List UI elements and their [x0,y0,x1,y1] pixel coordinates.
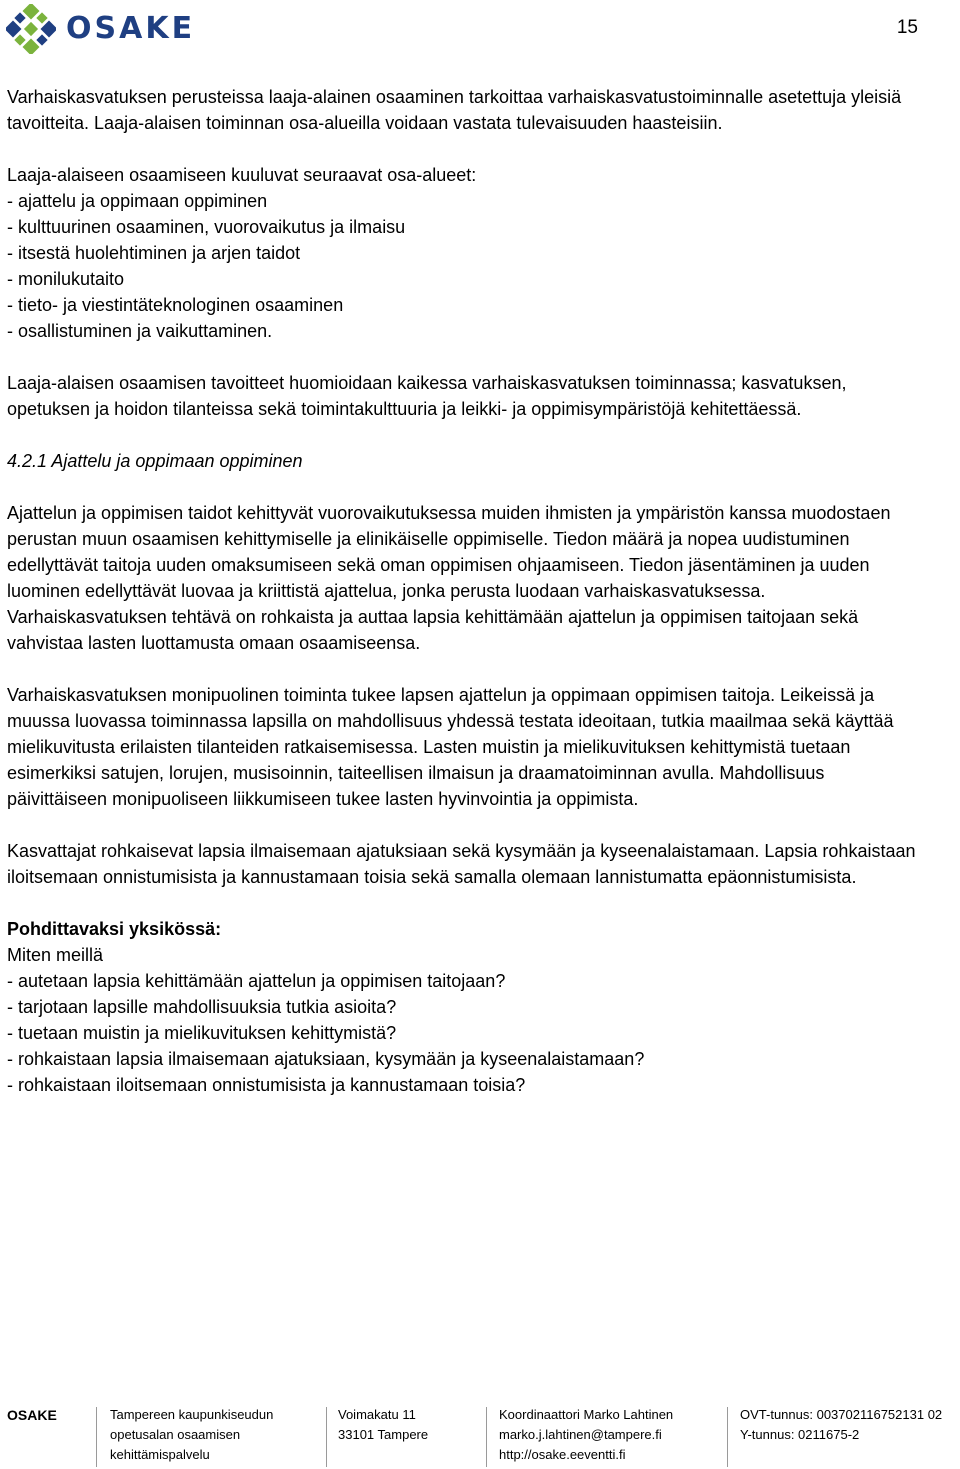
reflect-item: - tuetaan muistin ja mielikuvituksen kehittymistä? [7,1023,397,1043]
area-item: - osallistuminen ja vaikuttaminen. [7,321,273,341]
logo-text: OSAKE [66,11,196,46]
footer-divider [96,1407,97,1467]
reflect-item: - tarjotaan lapsille mahdollisuuksia tutkia asioita? [7,997,397,1017]
area-item: - monilukutaito [7,269,125,289]
reflect-item: - autetaan lapsia kehittämään ajattelun ja oppimisen taitojaan? [7,971,506,991]
areas-intro: Laaja-alaiseen osaamiseen kuuluvat seuraavat osa-alueet: [7,165,477,185]
footer-org-line: kehittämispalvelu [110,1447,210,1462]
footer-org-line: opetusalan osaamisen [110,1427,241,1442]
reflect-intro: Miten meillä [7,945,104,965]
body-paragraph-3: Kasvattajat rohkaisevat lapsia ilmaisemaan ajatuksiaan sekä kysymään ja kyseenalaistamaan. Lapsia rohkaistaan iloitsemaan onnistumisista ja kannustamaan toisia sekä samalla olemaan lannistumatta epäonnistumisista. [7,841,916,887]
footer-ovt-id: OVT-tunnus: 003702116752131 02 [740,1407,943,1422]
footer-divider [326,1407,327,1467]
body-paragraph-2: Varhaiskasvatuksen monipuolinen toiminta tukee lapsen ajattelun ja oppimaan oppimisen taitoja. Leikeissä ja muussa luovassa toiminnassa lapsilla on mahdollisuus yhdessä testata ideoitaan, tutkia maailmaa sekä käyttää mielikuvitusta erilaisten tilanteiden ratkaisemisessa. Lasten muistin ja mielikuvituksen kehittymistä tuetaan esimerkiksi satujen, lorujen, musisoinnin, taiteellisen ilmaisun ja draamatoiminnan avulla. Mahdollisuus päivittäiseen monipuoliseen liikkumiseen tukee lasten hyvinvointia ja oppimista. [7,685,894,809]
footer-divider [486,1407,487,1467]
footer-coordinator: Koordinaattori Marko Lahtinen [499,1407,674,1422]
footer-business-id: Y-tunnus: 0211675-2 [740,1427,860,1442]
document-body [7,84,919,1098]
page-footer [0,1405,960,1469]
section-heading: 4.2.1 Ajattelu ja oppimaan oppiminen [7,451,303,471]
osake-logo-mark-icon [6,4,56,54]
footer-ids [740,1405,942,1445]
area-item: - kulttuurinen osaaminen, vuorovaikutus ja ilmaisu [7,217,406,237]
area-item: - itsestä huolehtiminen ja arjen taidot [7,243,301,263]
footer-divider [727,1407,728,1467]
footer-brand: OSAKE [7,1407,57,1423]
footer-website-link[interactable]: http://osake.eeventti.fi [499,1447,626,1462]
goals-paragraph: Laaja-alaisen osaamisen tavoitteet huomioidaan kaikessa varhaiskasvatuksen toiminnassa; kasvatuksen, opetuksen ja hoidon tilanteissa sekä toimintakulttuuria ja leikki- ja oppimisympäristöjä kehitettäessä. [7,373,847,419]
osake-logo [6,4,195,54]
area-item: - ajattelu ja oppimaan oppiminen [7,191,268,211]
reflect-item: - rohkaistaan lapsia ilmaisemaan ajatuksiaan, kysymään ja kyseenalaistamaan? [7,1049,645,1069]
footer-address-line: 33101 Tampere [338,1427,429,1442]
footer-org-line: Tampereen kaupunkiseudun [110,1407,274,1422]
body-paragraph-1: Ajattelun ja oppimisen taidot kehittyvät vuorovaikutuksessa muiden ihmisten ja ympäristön kanssa muodostaen perustan muun osaamisen kehittymiselle ja elinikäiselle oppimiselle. Tiedon määrä ja nopea uudistuminen edellyttävät taitoja uuden omaksumiseen sekä oman oppimisen ohjaamiseen. Tiedon jäsentäminen ja uuden luominen edellyttävät luovaa ja kriittistä ajattelua, jonka perusta luodaan varhaiskasvatuksessa. Varhaiskasvatuksen tehtävä on rohkaista ja auttaa lapsia kehittämään ajattelun ja oppimisen taitojaan sekä vahvistaa lasten luottamusta omaan osaamiseensa. [7,503,891,653]
footer-org [110,1405,273,1465]
footer-email-link[interactable]: marko.j.lahtinen@tampere.fi [499,1427,662,1442]
area-item: - tieto- ja viestintäteknologinen osaaminen [7,295,344,315]
page-number: 15 [896,17,918,38]
intro-paragraph: Varhaiskasvatuksen perusteissa laaja-alainen osaaminen tarkoittaa varhaiskasvatustoiminnalle asetettuja yleisiä tavoitteita. Laaja-alaisen toiminnan osa-alueilla voidaan vastata tulevaisuuden haasteisiin. [7,87,902,133]
footer-address-line: Voimakatu 11 [338,1407,416,1422]
reflect-heading: Pohdittavaksi yksikössä: [7,919,222,939]
footer-address [338,1405,428,1445]
reflect-item: - rohkaistaan iloitsemaan onnistumisista ja kannustamaan toisia? [7,1075,526,1095]
footer-contact [499,1405,673,1465]
